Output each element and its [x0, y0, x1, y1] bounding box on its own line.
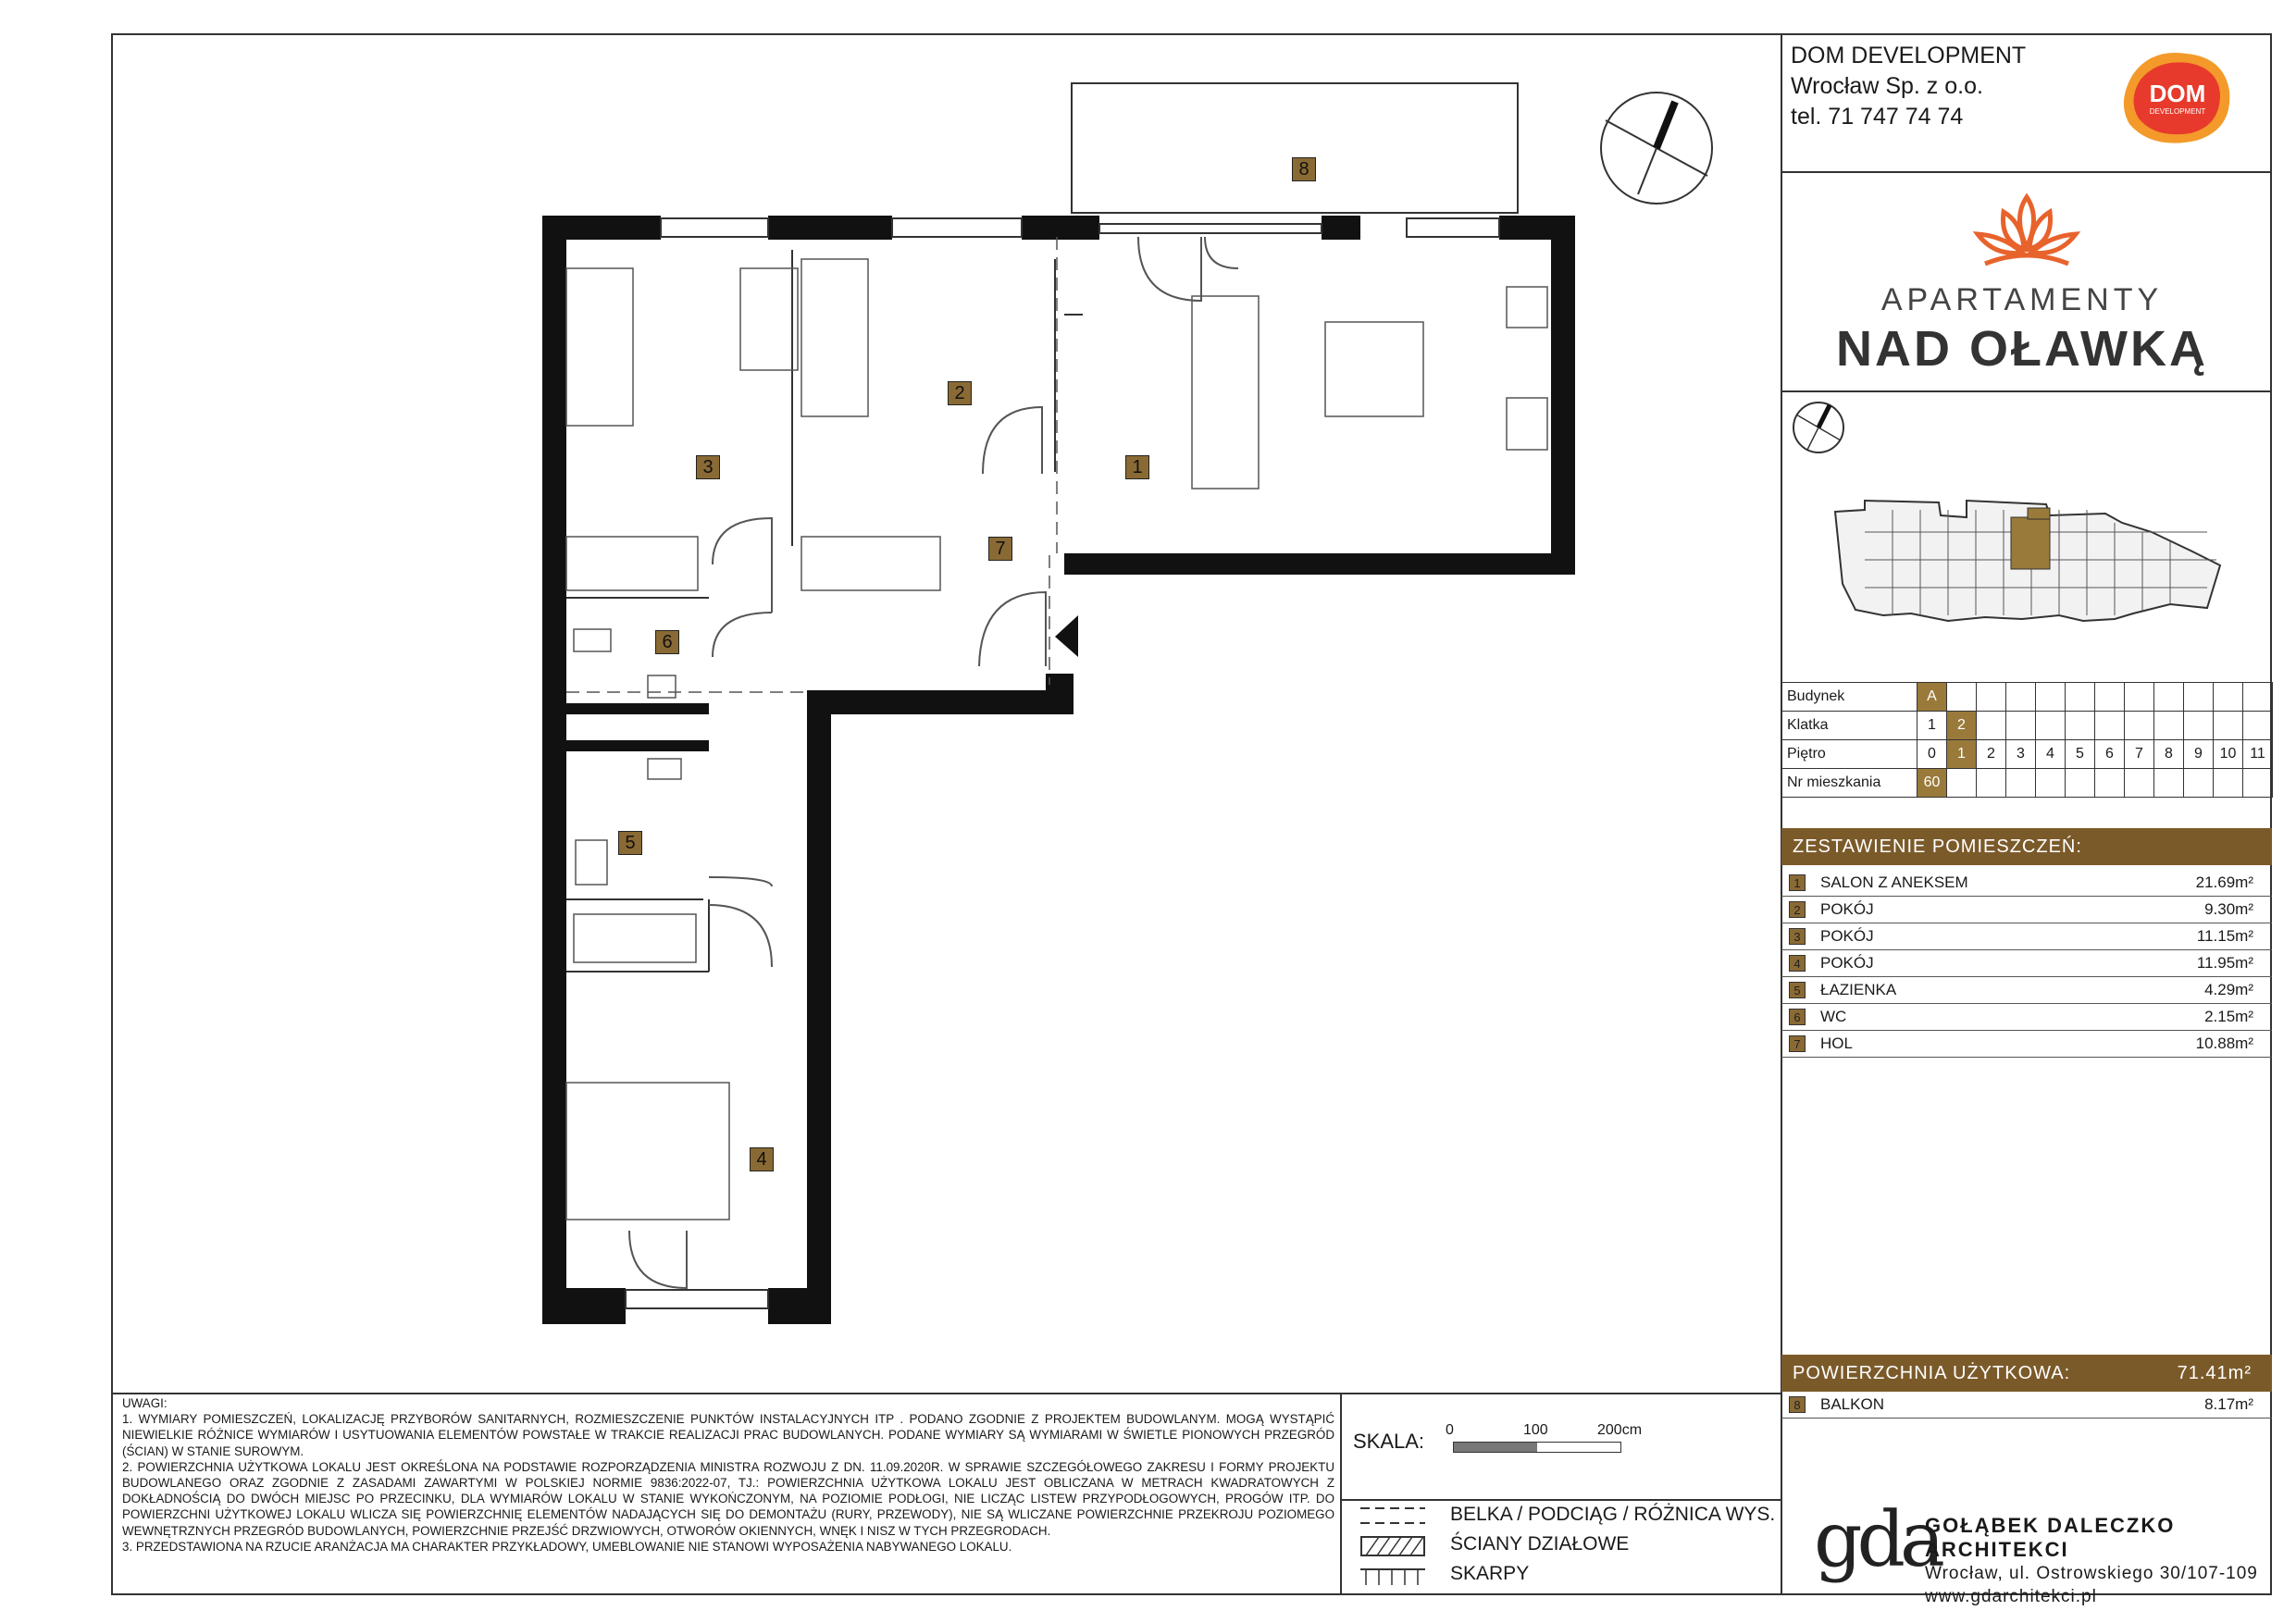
legend-reveals: SKARPY — [1450, 1563, 1530, 1584]
floor-cell: 8 — [2154, 740, 2184, 769]
balcony-row — [1781, 1392, 2272, 1419]
room-number: 7 — [1789, 1035, 1806, 1052]
room-number: 4 — [1789, 955, 1806, 972]
scale-tick-200: 200cm — [1597, 1422, 1643, 1438]
room-name: WC — [1820, 1008, 1847, 1025]
floor-cell: 7 — [2125, 740, 2154, 769]
company-info — [1791, 41, 2026, 132]
note-1: 1. WYMIARY POMIESZCZEŃ, LOKALIZACJĘ PRZYBORÓW SANITARNYCH, ROZMIESZCZENIE PUNKTÓW INSTALACYJNYCH ITP . PODANO ZGODNIE Z PROJEKTEM BUDOWLANYM. MOGĄ WYSTĄPIĆ NIEWIELKIE RÓŻNICE WYMIARÓW I USYTUOWANIA ELEMENTÓW POWSTAŁE W TRAKCIE REALIZACJI PRAC BUDOWLANYCH. PODANE WYMIARY SĄ WYMIARAMI W ŚWIETLE PIONOWYCH PRZEGRÓD (ŚCIAN) W STANIE SUROWYM. — [122, 1412, 1334, 1458]
label-apartment: Nr mieszkania — [1781, 769, 1917, 798]
lotus-icon — [1967, 190, 2087, 282]
company-phone: tel. 71 747 74 74 — [1791, 104, 1964, 130]
row-floor — [1781, 740, 2273, 769]
room-name: POKÓJ — [1820, 927, 1874, 945]
rooms-header: ZESTAWIENIE POMIESZCZEŃ: — [1781, 828, 2272, 865]
room-area: 8.17m² — [2204, 1395, 2253, 1413]
beam-legend-icon — [1360, 1505, 1425, 1530]
scale-bar — [1453, 1442, 1621, 1453]
partition-wall-legend-icon — [1360, 1536, 1425, 1561]
legend-beam: BELKA / PODCIĄG / RÓŻNICA WYS. — [1450, 1504, 1776, 1525]
panel-rule — [1781, 171, 2272, 173]
scale-tick-0: 0 — [1446, 1422, 1454, 1438]
floor-cell: 10 — [2214, 740, 2243, 769]
room-name: POKÓJ — [1820, 900, 1874, 918]
floor-cell: 0 — [1917, 740, 1947, 769]
room-tag-5: 5 — [618, 831, 642, 855]
north-arrow-icon — [1791, 400, 1846, 460]
building-key-plan — [1828, 495, 2235, 648]
stairwell-cell: 2 — [1947, 712, 1977, 740]
list-item — [1781, 1392, 2272, 1419]
notes-block — [122, 1395, 1334, 1555]
scale-label: SKALA: — [1353, 1430, 1425, 1453]
logo-text: DOM — [2149, 80, 2206, 107]
room-tag-2: 2 — [948, 381, 972, 405]
gda-logo — [1814, 1496, 1940, 1584]
company-subtitle: Wrocław Sp. z o.o. — [1791, 73, 1983, 99]
room-area: 11.95m² — [2196, 954, 2253, 972]
location-table — [1781, 682, 2273, 798]
room-number: 6 — [1789, 1009, 1806, 1025]
list-item — [1781, 897, 2272, 923]
stairwell-cell: 1 — [1917, 712, 1947, 740]
total-label: POWIERZCHNIA UŻYTKOWA: — [1793, 1363, 2071, 1383]
room-tag-8: 8 — [1292, 157, 1316, 181]
floor-cell: 4 — [2036, 740, 2066, 769]
room-area: 10.88m² — [2195, 1035, 2253, 1052]
room-number: 3 — [1789, 928, 1806, 945]
floor-cell: 1 — [1947, 740, 1977, 769]
architect-info — [1925, 1514, 2296, 1608]
rooms-list — [1781, 870, 2272, 1058]
row-building — [1781, 683, 2273, 712]
room-name: BALKON — [1820, 1395, 1884, 1413]
total-area: 71.41m² — [2177, 1363, 2252, 1383]
floor-cell: 9 — [2184, 740, 2214, 769]
floor-cell: 6 — [2095, 740, 2125, 769]
architect-name: GOŁĄBEK DALECZKO ARCHITEKCI — [1925, 1514, 2176, 1561]
list-item — [1781, 923, 2272, 950]
label-stairwell: Klatka — [1781, 712, 1917, 740]
room-tag-6: 6 — [655, 630, 679, 654]
total-area-bar — [1781, 1355, 2272, 1392]
list-item — [1781, 1031, 2272, 1058]
floor-cell: 2 — [1977, 740, 2006, 769]
list-item — [1781, 870, 2272, 897]
project-line2: NAD OŁAWKĄ — [1836, 321, 2208, 377]
room-number: 1 — [1789, 874, 1806, 891]
room-tag-1: 1 — [1125, 455, 1149, 479]
company-name: DOM DEVELOPMENT — [1791, 43, 2027, 68]
list-item — [1781, 950, 2272, 977]
legend-walls: ŚCIANY DZIAŁOWE — [1450, 1533, 1630, 1555]
label-floor: Piętro — [1781, 740, 1917, 769]
row-stairwell — [1781, 712, 2273, 740]
note-3: 3. PRZEDSTAWIONA NA RZUCIE ARANŻACJA MA CHARAKTER PRZYKŁADOWY, UMEBLOWANIE NIE STANOWI WYPOSAŻENIA NABYWANEGO LOKALU. — [122, 1539, 1012, 1554]
room-area: 4.29m² — [2204, 981, 2253, 998]
room-area: 2.15m² — [2204, 1008, 2253, 1025]
architect-web: www.gdarchitekci.pl — [1925, 1587, 2097, 1606]
room-area: 9.30m² — [2204, 900, 2253, 918]
room-name: SALON Z ANEKSEM — [1820, 873, 1968, 891]
building-cell: A — [1917, 683, 1947, 712]
apartment-cell: 60 — [1917, 769, 1947, 798]
room-number: 5 — [1789, 982, 1806, 998]
room-name: ŁAZIENKA — [1820, 981, 1897, 998]
gda-logo-text: gda — [1814, 1496, 1940, 1584]
room-number: 2 — [1789, 901, 1806, 918]
panel-rule — [1340, 1499, 1781, 1501]
room-tag-3: 3 — [696, 455, 720, 479]
reveals-legend-icon — [1360, 1567, 1425, 1592]
list-item — [1781, 1004, 2272, 1031]
dom-development-logo — [2115, 46, 2235, 148]
room-tag-4: 4 — [750, 1147, 774, 1171]
architect-address: Wrocław, ul. Ostrowskiego 30/107-109 — [1925, 1564, 2258, 1583]
notes-title: UWAGI: — [122, 1396, 168, 1410]
project-line1: APARTAMENTY — [1880, 282, 2164, 317]
room-area: 11.15m² — [2196, 927, 2253, 945]
list-item — [1781, 977, 2272, 1004]
room-name: POKÓJ — [1820, 954, 1874, 972]
note-2: 2. POWIERZCHNIA UŻYTKOWA LOKALU JEST OKREŚLONA NA PODSTAWIE ROZPORZĄDZENIA MINISTRA ROZWOJU Z DN. 11.09.2020R. W SPRAWIE SZCZEGÓŁOWEGO ZAKRESU I FORMY PROJEKTU BUDOWLANEGO ORAZ ZGODNIE Z ZASADAMI ZAWARTYMI W POLSKIEJ NORMIE 9836:2022-07, TJ.: POWIERZCHNIA UŻYTKOWA LOKALU JEST OBLICZANA W METRACH KWADRATOWYCH Z DOKŁADNOŚCIĄ DO DWÓCH MIEJSC PO PRZECINKU, DLA WYMIARÓW LOKALU W STANIE WYKOŃCZONYM, NA POZIOMIE PODŁOGI, NIE LICZĄC LISTEW PRZYPODŁOGOWYCH, PROGÓW ITP. DO POWIERZCHNI UŻYTKOWEJ LOKALU WLICZA SIĘ POWIERZCHNIĘ ELEMENTÓW NADAJĄCYCH SIĘ DO DEMONTAŻU (RURY, PRZEWODY), NIE SĄ WLICZANE POWIERZCHNIE PRZEKROJU POZIOMEGO WEWNĘTRZNYCH PRZEGRÓD BUDOWLANYCH, POWIERZCHNIE PRZEJŚĆ DRZWIOWYCH, OTWORÓW OKIENNYCH, WNĘK I NISZ W TYCH PRZEGRODACH. — [122, 1459, 1334, 1538]
room-area: 21.69m² — [2195, 873, 2253, 891]
scale-tick-100: 100 — [1523, 1422, 1548, 1438]
logo-subtext: DEVELOPMENT — [2149, 107, 2206, 116]
floor-cell: 11 — [2243, 740, 2273, 769]
panel-rule — [1781, 390, 2272, 392]
floor-cell: 3 — [2006, 740, 2036, 769]
project-name — [1791, 282, 2253, 378]
panel-rule — [1340, 1393, 1342, 1595]
label-building: Budynek — [1781, 683, 1917, 712]
room-tag-7: 7 — [988, 537, 1012, 561]
row-apartment — [1781, 769, 2273, 798]
room-number: 8 — [1789, 1396, 1806, 1413]
room-name: HOL — [1820, 1035, 1853, 1052]
floor-cell: 5 — [2066, 740, 2095, 769]
